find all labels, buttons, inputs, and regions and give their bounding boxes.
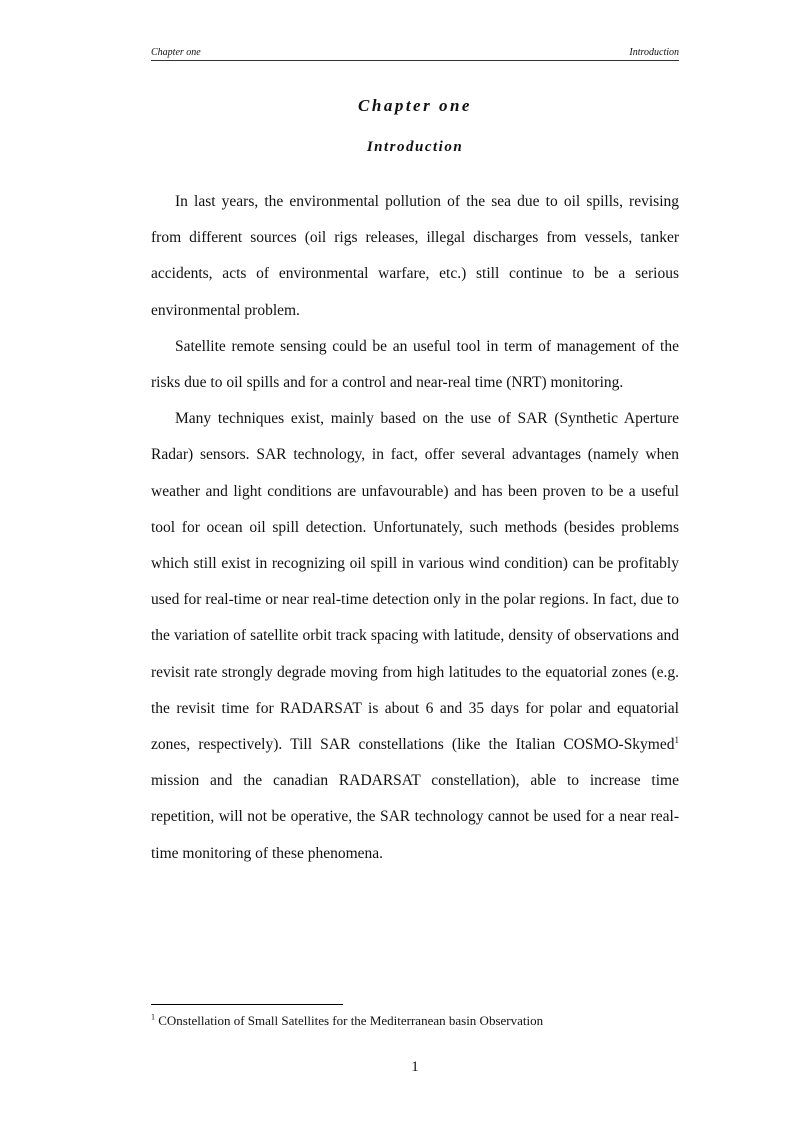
paragraph-3-part-1: Many techniques exist, mainly based on the use of SAR (Synthetic Aperture Radar) sensors. SAR technology, in fact, offer several advantages (namely when weather and light conditions are unfavourable) and has been proven to be a useful tool for ocean oil spill detection. Unfortunately, such methods (besides problems which still exist in recognizing oil spill in various wind condition) can be profitably used for real-time or near real-time detection only in the polar regions. In fact, due to the variation of satellite orbit track spacing with latitude, density of observations and revisit rate strongly degrade moving from high latitudes to the equatorial zones (e.g. the revisit time for RADARSAT is about 6 and 35 days for polar and equatorial zones, respectively). Till SAR constellations (like the Italian COSMO-Skymed <box>151 410 679 754</box>
paragraph-3-part-2: mission and the canadian RADARSAT constellation), able to increase time repetition, will not be operative, the SAR technology cannot be used for a near real-time monitoring of these phenomena. <box>151 772 679 862</box>
page-number: 1 <box>411 1059 419 1075</box>
section-title: Introduction <box>366 139 464 155</box>
paragraph-2: Satellite remote sensing could be an useful tool in term of management of the risks due to oil spills and for a control and near-real time (NRT) monitoring. <box>151 337 679 392</box>
footnote-mark: 1 <box>151 1012 155 1022</box>
paragraph-3 <box>151 401 679 872</box>
footnote-divider <box>151 1004 343 1005</box>
footnote-text: COnstellation of Small Satellites for the Mediterranean basin Observation <box>155 1013 544 1028</box>
paragraph-1: In last years, the environmental pollution of the sea due to oil spills, revising from different sources (oil rigs releases, illegal discharges from vessels, tanker accidents, acts of environmental warfare, etc.) still continue to be a serious environmental problem. <box>151 193 679 319</box>
footnote-reference[interactable]: 1 <box>674 734 679 745</box>
footnote <box>151 1012 679 1030</box>
header-chapter: Chapter one <box>151 47 201 58</box>
running-header <box>151 47 679 61</box>
header-section: Introduction <box>629 47 679 58</box>
body-text <box>151 184 679 872</box>
chapter-title: Chapter one <box>358 96 472 115</box>
